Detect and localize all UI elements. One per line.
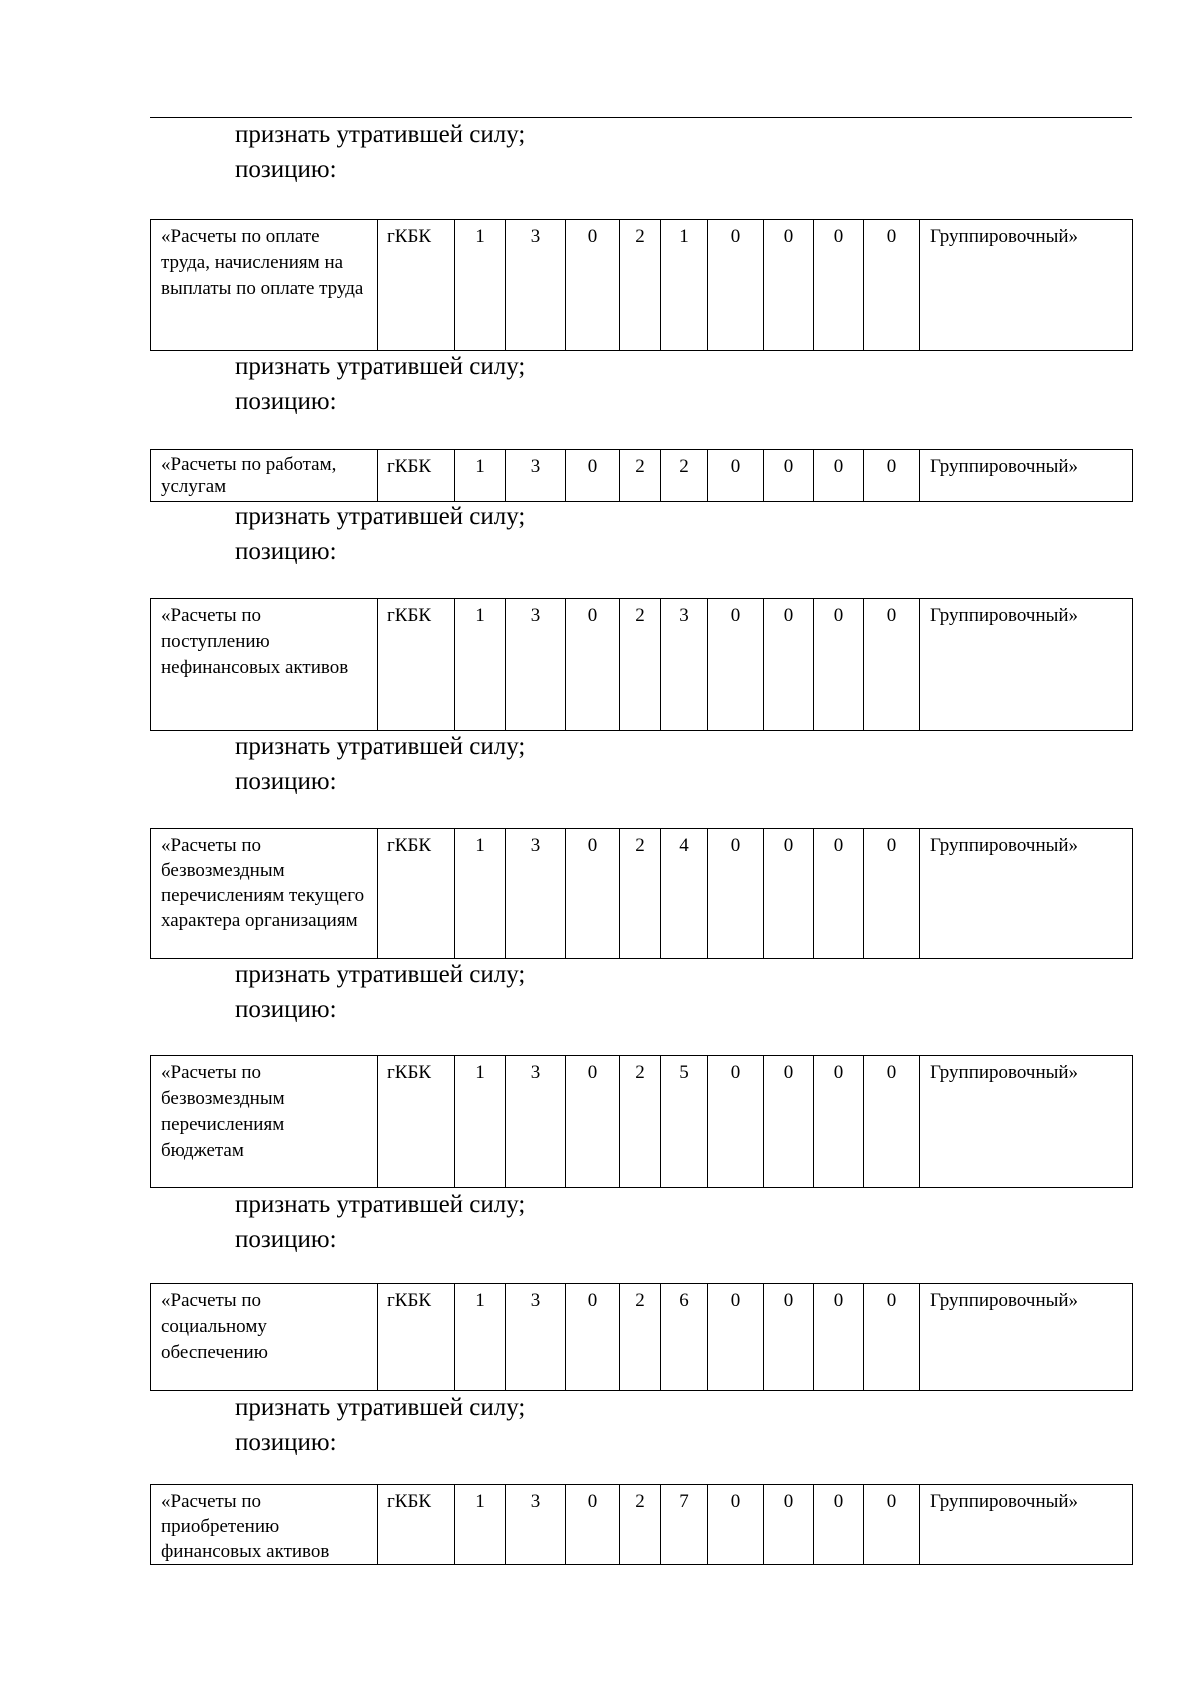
record-name: «Расчеты по оплате труда, начислениям на выплаты по оплате труда xyxy=(151,220,378,351)
position-text: позицию: xyxy=(235,538,337,565)
record-group: Группировочный» xyxy=(920,1056,1133,1188)
record-table xyxy=(150,598,1133,731)
record-code: гКБК xyxy=(378,599,455,731)
position-text: позицию: xyxy=(235,388,337,415)
record-code: гКБК xyxy=(378,1485,455,1565)
record-table xyxy=(150,1484,1133,1565)
code-digit: 3 xyxy=(506,1056,566,1188)
code-digit: 0 xyxy=(764,1056,814,1188)
revoke-text: признать утратившей силу; xyxy=(235,353,526,380)
code-digit: 0 xyxy=(864,220,920,351)
record-name: «Расчеты по безвозмездным перечислениям бюджетам xyxy=(151,1056,378,1188)
code-digit: 0 xyxy=(864,829,920,959)
code-digit: 3 xyxy=(506,599,566,731)
position-text: позицию: xyxy=(235,996,337,1023)
code-digit: 7 xyxy=(661,1485,708,1565)
code-digit: 0 xyxy=(708,1056,764,1188)
code-digit: 2 xyxy=(620,450,661,502)
code-digit: 0 xyxy=(764,599,814,731)
code-digit: 0 xyxy=(814,599,864,731)
code-digit: 0 xyxy=(764,1485,814,1565)
record-group: Группировочный» xyxy=(920,599,1133,731)
code-digit: 2 xyxy=(661,450,708,502)
code-digit: 0 xyxy=(566,450,620,502)
code-digit: 2 xyxy=(620,1056,661,1188)
code-digit: 3 xyxy=(506,220,566,351)
record-code: гКБК xyxy=(378,450,455,502)
code-digit: 0 xyxy=(864,1056,920,1188)
code-digit: 0 xyxy=(814,1485,864,1565)
code-digit: 0 xyxy=(708,1284,764,1391)
code-digit: 0 xyxy=(566,1485,620,1565)
record-group: Группировочный» xyxy=(920,220,1133,351)
record-group: Группировочный» xyxy=(920,1284,1133,1391)
position-text: позицию: xyxy=(235,1226,337,1253)
record-table xyxy=(150,828,1133,959)
code-digit: 0 xyxy=(764,829,814,959)
code-digit: 1 xyxy=(455,450,506,502)
code-digit: 1 xyxy=(455,220,506,351)
code-digit: 3 xyxy=(506,829,566,959)
code-digit: 0 xyxy=(566,1284,620,1391)
position-text: позицию: xyxy=(235,768,337,795)
record-table xyxy=(150,449,1133,502)
revoke-text: признать утратившей силу; xyxy=(235,121,526,148)
code-digit: 1 xyxy=(661,220,708,351)
position-text: позицию: xyxy=(235,156,337,183)
code-digit: 0 xyxy=(764,1284,814,1391)
revoke-text: признать утратившей силу; xyxy=(235,733,526,760)
position-text: позицию: xyxy=(235,1429,337,1456)
code-digit: 1 xyxy=(455,599,506,731)
record-name: «Расчеты по работам, услугам xyxy=(151,450,378,502)
code-digit: 0 xyxy=(764,450,814,502)
code-digit: 0 xyxy=(814,829,864,959)
record-name: «Расчеты по приобретению финансовых активов xyxy=(151,1485,378,1565)
code-digit: 2 xyxy=(620,599,661,731)
record-name: «Расчеты по социальному обеспечению xyxy=(151,1284,378,1391)
code-digit: 0 xyxy=(764,220,814,351)
code-digit: 1 xyxy=(455,1056,506,1188)
code-digit: 0 xyxy=(566,599,620,731)
code-digit: 3 xyxy=(661,599,708,731)
code-digit: 1 xyxy=(455,1284,506,1391)
record-group: Группировочный» xyxy=(920,1485,1133,1565)
code-digit: 0 xyxy=(814,450,864,502)
code-digit: 0 xyxy=(864,450,920,502)
code-digit: 0 xyxy=(708,1485,764,1565)
code-digit: 0 xyxy=(814,220,864,351)
code-digit: 3 xyxy=(506,1284,566,1391)
record-code: гКБК xyxy=(378,220,455,351)
code-digit: 2 xyxy=(620,829,661,959)
code-digit: 0 xyxy=(708,599,764,731)
revoke-text: признать утратившей силу; xyxy=(235,1191,526,1218)
code-digit: 2 xyxy=(620,220,661,351)
code-digit: 0 xyxy=(864,599,920,731)
code-digit: 6 xyxy=(661,1284,708,1391)
record-name: «Расчеты по поступлению нефинансовых активов xyxy=(151,599,378,731)
revoke-text: признать утратившей силу; xyxy=(235,1394,526,1421)
code-digit: 0 xyxy=(566,220,620,351)
revoke-text: признать утратившей силу; xyxy=(235,961,526,988)
code-digit: 0 xyxy=(814,1284,864,1391)
code-digit: 2 xyxy=(620,1485,661,1565)
code-digit: 0 xyxy=(566,1056,620,1188)
code-digit: 1 xyxy=(455,829,506,959)
code-digit: 0 xyxy=(864,1284,920,1391)
code-digit: 0 xyxy=(708,829,764,959)
record-name: «Расчеты по безвозмездным перечислениям текущего характера организациям xyxy=(151,829,378,959)
record-code: гКБК xyxy=(378,829,455,959)
code-digit: 0 xyxy=(708,450,764,502)
code-digit: 0 xyxy=(708,220,764,351)
record-group: Группировочный» xyxy=(920,829,1133,959)
top-rule xyxy=(150,117,1132,118)
code-digit: 1 xyxy=(455,1485,506,1565)
revoke-text: признать утратившей силу; xyxy=(235,503,526,530)
code-digit: 2 xyxy=(620,1284,661,1391)
record-group: Группировочный» xyxy=(920,450,1133,502)
code-digit: 5 xyxy=(661,1056,708,1188)
record-code: гКБК xyxy=(378,1056,455,1188)
code-digit: 4 xyxy=(661,829,708,959)
record-code: гКБК xyxy=(378,1284,455,1391)
code-digit: 0 xyxy=(566,829,620,959)
record-table xyxy=(150,1283,1133,1391)
code-digit: 3 xyxy=(506,1485,566,1565)
record-table xyxy=(150,219,1133,351)
code-digit: 3 xyxy=(506,450,566,502)
record-table xyxy=(150,1055,1133,1188)
code-digit: 0 xyxy=(814,1056,864,1188)
code-digit: 0 xyxy=(864,1485,920,1565)
